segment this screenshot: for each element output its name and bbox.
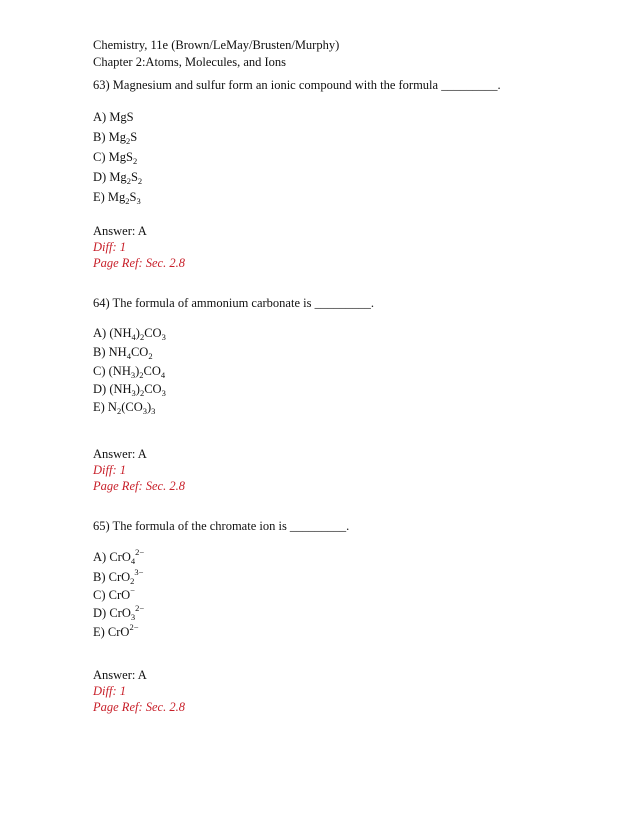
subscript: 2 <box>116 406 122 416</box>
question-64-answer: Answer: A <box>93 447 147 461</box>
subscript: 3 <box>130 612 136 622</box>
question-64-page-ref: Page Ref: Sec. 2.8 <box>93 479 185 493</box>
subscript: 2 <box>126 176 131 186</box>
question-65-answer: Answer: A <box>93 668 147 682</box>
superscript: − <box>130 585 135 595</box>
formula-text: S <box>129 190 137 204</box>
question-64-option-c <box>93 364 165 379</box>
question-63-diff: Diff: 1 <box>93 240 126 254</box>
question-64-option-b <box>93 345 153 360</box>
formula-text: ) <box>135 326 140 340</box>
subscript: 2 <box>139 370 144 380</box>
subscript: 3 <box>161 388 166 398</box>
question-63-option-a <box>93 110 134 125</box>
superscript: 3− <box>134 567 144 577</box>
question-63-option-d <box>93 170 142 185</box>
option-label: B) Mg <box>93 130 126 144</box>
option-label: E) Mg <box>93 190 126 204</box>
option-label: D) Mg <box>93 170 127 184</box>
subscript: 2 <box>139 388 145 398</box>
chapter-title: Chapter 2:Atoms, Molecules, and Ions <box>93 55 287 69</box>
formula-text: ) <box>146 400 152 414</box>
subscript: 2 <box>125 196 130 206</box>
subscript: 4 <box>126 351 131 361</box>
subscript: 2 <box>132 156 138 166</box>
question-64-diff: Diff: 1 <box>93 463 126 477</box>
option-label: D) (NH <box>93 382 132 396</box>
formula-text: S <box>130 170 138 184</box>
formula-text: CO <box>130 345 149 359</box>
question-64-option-e <box>93 400 155 415</box>
option-label: D) CrO <box>93 606 131 620</box>
question-63-option-c <box>93 150 137 165</box>
question-63-page-ref: Page Ref: Sec. 2.8 <box>93 256 185 270</box>
question-65-option-b <box>93 567 144 586</box>
question-65-diff: Diff: 1 <box>93 684 126 698</box>
superscript: 2− <box>129 622 139 632</box>
formula-text: CO <box>144 326 162 340</box>
question-65-text: 65) The formula of the chromate ion is _________. <box>93 519 350 533</box>
option-label: A) (NH <box>93 326 132 340</box>
subscript: 2 <box>148 351 153 361</box>
subscript: 3 <box>136 196 141 206</box>
subscript: 3 <box>131 388 136 398</box>
formula-text: ) <box>135 364 140 378</box>
option-label: C) MgS <box>93 150 133 164</box>
question-64-text: 64) The formula of ammonium carbonate is _________. <box>93 296 374 310</box>
question-65-page-ref: Page Ref: Sec. 2.8 <box>93 700 185 714</box>
question-65-option-e <box>93 622 139 640</box>
subscript: 4 <box>131 332 136 342</box>
question-63-option-e <box>93 190 141 205</box>
option-label: A) MgS <box>93 110 134 124</box>
question-64-option-a <box>93 326 166 341</box>
question-63-answer: Answer: A <box>93 224 147 238</box>
question-63-option-b <box>93 130 137 145</box>
subscript: 3 <box>161 332 166 342</box>
option-label: B) CrO <box>93 570 131 584</box>
question-65-option-c <box>93 585 135 603</box>
option-label: E) CrO <box>93 625 130 639</box>
subscript: 4 <box>130 556 136 566</box>
superscript: 2− <box>135 603 145 613</box>
superscript: 2− <box>135 547 145 557</box>
formula-text: ) <box>135 382 140 396</box>
formula-text: CO <box>144 382 162 396</box>
option-label: B) NH <box>93 345 127 359</box>
book-title: Chemistry, 11e (Brown/LeMay/Brusten/Murphy) <box>93 38 340 52</box>
question-64-option-d <box>93 382 166 397</box>
question-65-option-d <box>93 603 145 622</box>
formula-text: CO <box>143 364 161 378</box>
option-label: A) CrO <box>93 550 131 564</box>
question-65-option-a <box>93 547 145 566</box>
subscript: 2 <box>130 576 135 586</box>
option-label: C) (NH <box>93 364 131 378</box>
subscript: 3 <box>130 370 136 380</box>
option-label: C) CrO <box>93 588 131 602</box>
subscript: 2 <box>139 332 145 342</box>
subscript: 3 <box>151 406 156 416</box>
question-63-text: 63) Magnesium and sulfur form an ionic compound with the formula _________. <box>93 78 501 92</box>
option-label: E) N <box>93 400 117 414</box>
formula-text: (CO <box>121 400 143 414</box>
subscript: 3 <box>142 406 147 416</box>
subscript: 4 <box>160 370 166 380</box>
formula-text: S <box>130 130 138 144</box>
subscript: 2 <box>126 136 131 146</box>
subscript: 2 <box>137 176 143 186</box>
